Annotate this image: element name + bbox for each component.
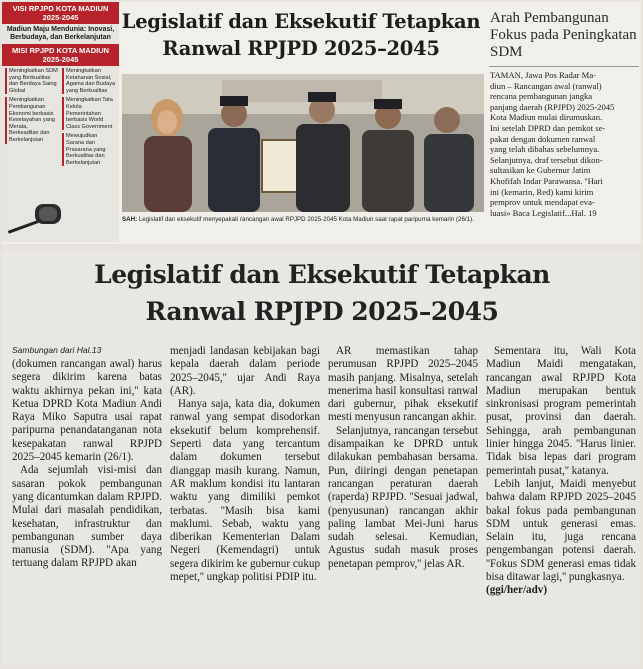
body-line: diun – Rancangan awal (ranwal) bbox=[490, 80, 602, 91]
article-body-lead bbox=[490, 70, 638, 218]
newspaper-clipping-front bbox=[2, 2, 641, 244]
vision-text: Madiun Maju Mendunia: Inovasi, Berbudaya, dan Berkelanjutan bbox=[6, 26, 115, 41]
body-line: Khofifah Indar Parawansa. ''Hari bbox=[490, 175, 603, 186]
paragraph: Ada sejumlah visi-misi dan sasaran pokok pembangunan yang dicantumkan dalam RPJPD. Mulai dari masalah pendidikan, kesehatan, infrastruktur dan pembangunan sumber daya manusia (SDM). ''Apa yang tertuang dalam RPJPD akan bbox=[12, 464, 162, 570]
rpjpd-infobox bbox=[2, 2, 119, 242]
headline-continued bbox=[62, 256, 582, 330]
continued-from-label: Sambungan dari Hal.13 bbox=[12, 345, 102, 355]
body-line: luasi» Baca Legislatif...Hal. 19 bbox=[490, 207, 597, 218]
divider bbox=[489, 66, 639, 67]
paragraph: AR memastikan tahap perumusan RPJPD 2025–2045 masih panjang. Misalnya, setelah menerima hasil konsultasi ranwal dari gubernur, pihak eksekutif mesti menyusun rancangan akhir. bbox=[328, 345, 478, 424]
body-line: ini (kemarin, Red) kami kirim bbox=[490, 186, 594, 197]
column-2 bbox=[170, 345, 320, 598]
body-line: Ini setelah DPRD dan pemkot se- bbox=[490, 122, 606, 133]
paragraph: Lebih lanjut, Maidi menyebut bahwa dalam RPJPD 2025–2045 bakal fokus pada pembangunan SDM untuk generasi emas. Selain itu, juga rencana pengembangan potensi daerah. ''Fokus SDM generasi emas tidak bisa ditawar lagi,'' pungkasnya. bbox=[486, 477, 636, 584]
column-3 bbox=[328, 345, 478, 598]
mission-item: Meningkatkan Tata Kelola Pemerintahan berbasis World Class Government bbox=[62, 97, 116, 130]
author-credit: (ggi/her/adv) bbox=[486, 584, 548, 597]
body-line: Selanjutnya, draf tersebut dikon- bbox=[490, 154, 603, 165]
paragraph: Sementara itu, Wali Kota Madiun Maidi mengatakan, rancangan awal RPJPD Kota Madiun merupakan bentuk sinkronisasi program pemerintah pusat, provinsi dan daerah. Sehingga, arah pembangunan linier hingga 2045. ''Harus linier. Tidak bisa lepas dari program pemerintah pusat,'' katanya. bbox=[486, 345, 636, 477]
body-line: yang telah dibahas sebelumnya. bbox=[490, 144, 600, 155]
body-line: pakat dengan dokumen ranwal bbox=[490, 133, 596, 144]
vision-heading: VISI RPJPD KOTA MADIUN 2025-2045 bbox=[2, 2, 119, 24]
microphone-icon bbox=[5, 190, 69, 236]
mission-item: Mewujudkan Sarana dan Prasarana yang Berkualitas dan Berkelanjutan bbox=[62, 133, 116, 166]
paragraph: (dokumen rancangan awal) harus segera dikirim karena batas waktu akhirnya pekan ini,'' kata Ketua DPRD Kota Madiun Andi Raya Miko Saputra usai rapat paripurna penandatanganan nota kesepakatan ranwal RPJPD 2025–2045 kemarin (26/1). bbox=[12, 358, 162, 464]
body-line: rencana pembangunan jangka bbox=[490, 91, 593, 102]
headline-line-1: Legislatif dan Eksekutif Tetapkan bbox=[94, 260, 550, 289]
body-line: panjang daerah (RPJPD) 2025-2045 bbox=[490, 101, 615, 112]
headline-line-2: Ranwal RPJPD 2025–2045 bbox=[162, 37, 440, 60]
column-4 bbox=[486, 345, 636, 598]
article-columns bbox=[12, 345, 636, 598]
headline-line-1: Legislatif dan Eksekutif Tetapkan bbox=[121, 10, 481, 33]
mission-heading: MISI RPJPD KOTA MADIUN 2025-2045 bbox=[2, 44, 119, 66]
body-line: sultasikan ke Gubernur Jatim bbox=[490, 165, 591, 176]
mission-item: Meningkatkan Pembangunan Ekonomi berbasis Keselayahan yang Merata, Berkeadilan dan Berkelanjutan bbox=[5, 97, 59, 143]
caption-lead: SAH: bbox=[122, 216, 138, 223]
subheadline: Arah Pembangunan Fokus pada Peningkatan SDM bbox=[490, 10, 637, 60]
body-line: TAMAN, Jawa Pos Radar Ma- bbox=[490, 70, 596, 80]
officials-photo-illustration bbox=[122, 74, 484, 212]
body-line: pemprov untuk mendapat eva- bbox=[490, 197, 595, 208]
news-photo bbox=[122, 74, 484, 212]
body-line: Kota Madiun mulai dirumuskan. bbox=[490, 112, 603, 123]
column-1 bbox=[12, 345, 162, 598]
paragraph: menjadi landasan kebijakan bagi kepala daerah dalam periode 2025–2045,'' ujar Andi Raya (AR). bbox=[170, 345, 320, 397]
newspaper-clipping-continuation bbox=[2, 250, 641, 667]
headline bbox=[120, 8, 482, 62]
mission-item: Meningkatkan SDM yang Berkualitas dan Berdaya Saing Global bbox=[5, 68, 59, 94]
paragraph: Selanjutnya, rancangan tersebut disampaikan ke DPRD untuk dilakukan pembahasan bersama. Pun, diiringi dengan penetapan rancangan peraturan daerah (raperda) RPJPD. ''Sesuai jadwal, (penyusunan) rancangan akhir paling lambat Mei-Juni harus sudah selesai. Kemudian, Agustus sudah masuk proses penetapan pemprov,'' jelas AR. bbox=[328, 424, 478, 570]
headline-line-2: Ranwal RPJPD 2025–2045 bbox=[145, 297, 499, 326]
caption-text: Legislatif dan eksekutif menyepakati rancangan awal RPJPD 2025-2045 Kota Madiun saat rapat paripurna kemarin (26/1). bbox=[137, 216, 474, 223]
mission-item: Meningkatkan Ketahanan Sosial, Agama dan Budaya yang Berkualitas bbox=[62, 68, 116, 94]
photo-caption bbox=[122, 216, 484, 224]
paragraph: Hanya saja, kata dia, dokumen ranwal yang sempat disodorkan eksekutif belum komprehensif. Seperti data yang tercantum dalam dokumen tersebut dianggap masih kurang. Namun, AR maklum kondisi itu lantaran waktu yang dimiliki pemkot terbatas. ''Masih bisa kami maklumi. Sebab, waktu yang diberikan Kementerian Dalam Negeri (Kemendagri) untuk segera dikirim ke gubernur cukup mepet,'' ungkap politisi PDIP itu. bbox=[170, 398, 320, 584]
